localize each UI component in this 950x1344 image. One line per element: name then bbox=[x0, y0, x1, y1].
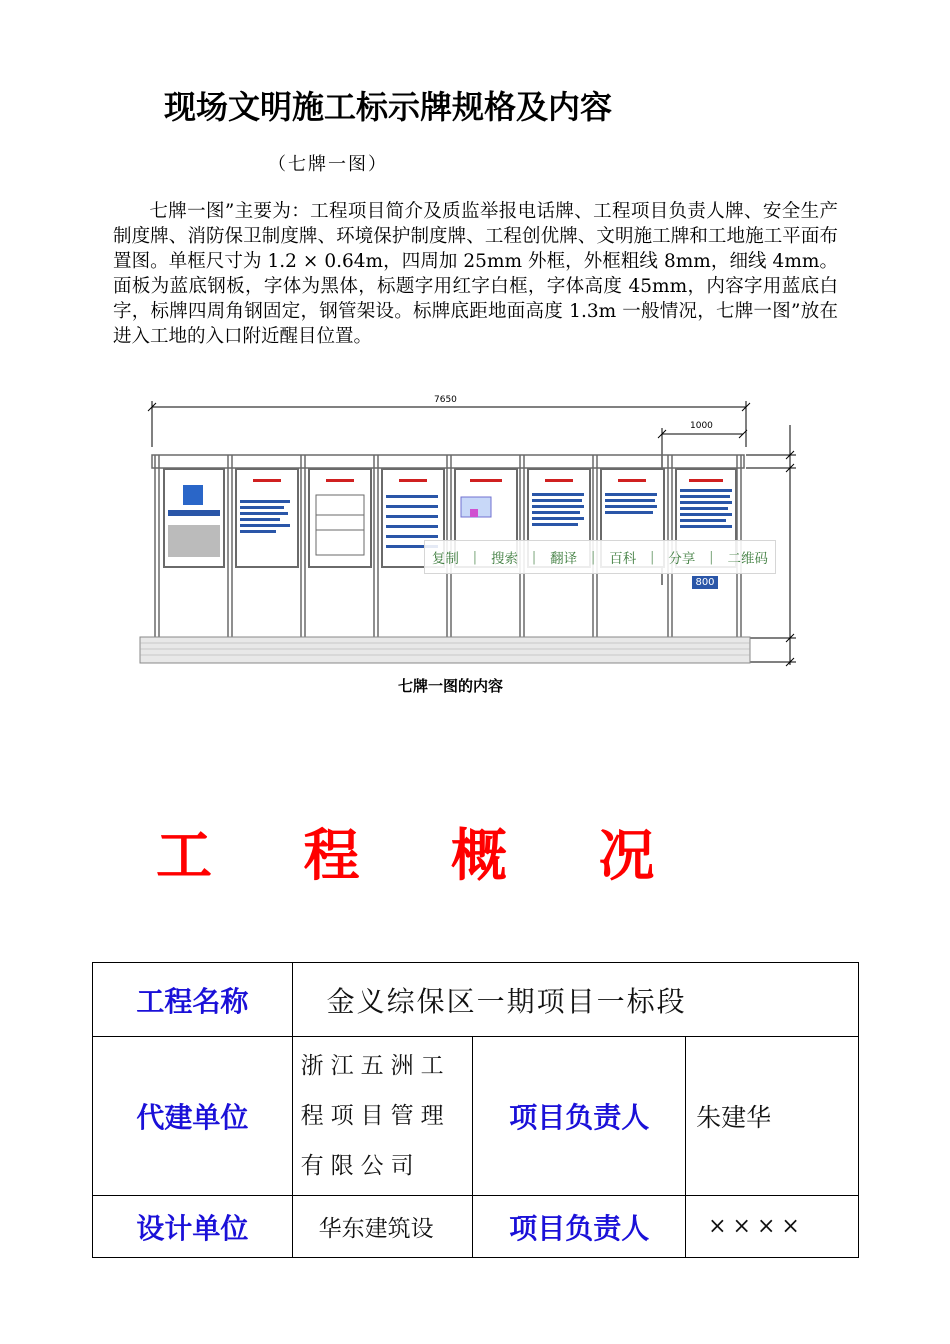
label-design-unit: 设计单位 bbox=[93, 1196, 293, 1258]
value-project-leader: 朱建华 bbox=[686, 1037, 859, 1196]
value-design-leader: ×××× bbox=[686, 1196, 859, 1258]
menu-separator: | bbox=[472, 549, 478, 565]
overview-heading: 工 程 概 况 bbox=[156, 823, 691, 889]
context-menu-bar bbox=[424, 540, 776, 574]
label-project-name: 工程名称 bbox=[93, 963, 293, 1037]
table-row bbox=[93, 1037, 859, 1196]
menu-separator: | bbox=[590, 549, 596, 565]
menu-separator: | bbox=[709, 549, 714, 565]
menu-copy[interactable]: 复制 bbox=[431, 551, 459, 567]
table-row bbox=[93, 963, 859, 1037]
value-project-name: 金义综保区一期项目一标段 bbox=[292, 963, 858, 1037]
value-design-unit: 华东建筑设 bbox=[292, 1196, 473, 1258]
label-design-leader: 项目负责人 bbox=[473, 1196, 686, 1258]
menu-search[interactable]: 搜索 bbox=[491, 551, 519, 567]
overview-table bbox=[92, 962, 859, 1258]
dimension-panel-label: 1000 bbox=[690, 421, 713, 431]
intro-paragraph bbox=[113, 199, 838, 349]
table-row bbox=[93, 1196, 859, 1258]
intro-text: 七牌一图”主要为：工程项目简介及质监举报电话牌、工程项目负责人牌、安全生产制度牌、消防保卫制度牌、环境保护制度牌、工程创优牌、文明施工牌和工地施工平面布置图。单框尺寸为 1.2 × 0.64m，四周加 25mm 外框，外框粗线 8mm，细线 4mm。面板为蓝底钢板，字体为黑体，标题字用红字白框，字体高度 45mm，内容字用蓝底白字，标牌四周角钢固定，钢管架设。标牌底距地面高度 1.3m 一般情况，七牌一图”放在进入工地的入口附近醒目位置。 bbox=[113, 201, 838, 347]
seven-boards-diagram bbox=[128, 385, 818, 705]
menu-encyclopedia[interactable]: 百科 bbox=[609, 551, 637, 567]
menu-share[interactable]: 分享 bbox=[668, 551, 696, 567]
page-subtitle: （七牌一图） bbox=[268, 154, 388, 175]
menu-separator: | bbox=[650, 549, 655, 565]
menu-separator: | bbox=[531, 549, 537, 565]
dimension-total-label: 7650 bbox=[434, 395, 457, 405]
menu-translate[interactable]: 翻译 bbox=[550, 551, 578, 567]
dimension-height-badge: 800 bbox=[692, 576, 718, 589]
page-title: 现场文明施工标示牌规格及内容 bbox=[164, 88, 613, 126]
value-agent-unit: 浙江五洲工程项目管理有限公司 bbox=[292, 1037, 473, 1196]
label-agent-unit: 代建单位 bbox=[93, 1037, 293, 1196]
figure-caption: 七牌一图的内容 bbox=[398, 677, 504, 695]
label-project-leader: 项目负责人 bbox=[473, 1037, 686, 1196]
diagram-drawing bbox=[128, 385, 818, 685]
menu-qrcode[interactable]: 二维码 bbox=[727, 551, 769, 567]
